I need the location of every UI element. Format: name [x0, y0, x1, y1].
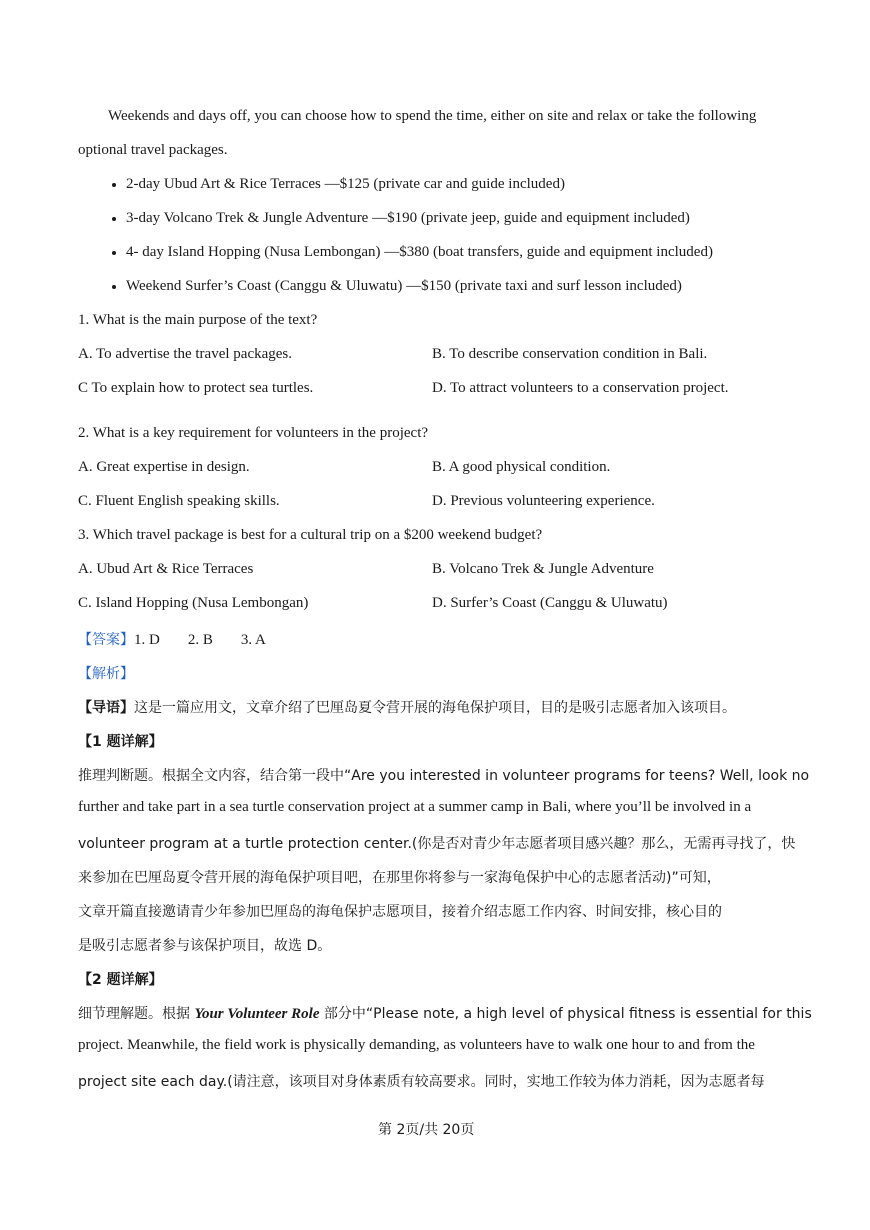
question-3-stem: 3. Which travel package is best for a cultural trip on a $200 weekend budget? — [78, 527, 543, 543]
question-1-option-c: C To explain how to protect sea turtles. — [78, 380, 314, 396]
question-2-option-c: C. Fluent English speaking skills. — [78, 493, 280, 509]
question-3-option-a: A. Ubud Art & Rice Terraces — [78, 561, 254, 577]
q2-detail-line: project. Meanwhile, the field work is physically demanding, as volunteers have to walk one hour to and from the — [78, 1037, 755, 1053]
section-reference: Your Volunteer Role — [194, 1006, 320, 1022]
package-item: Weekend Surfer’s Coast (Canggu & Uluwatu) —$150 (private taxi and surf lesson included) — [112, 278, 682, 295]
analysis-intro — [78, 697, 736, 717]
intro-line-2: optional travel packages. — [78, 142, 228, 158]
q1-detail-line: 推理判断题。根据全文内容，结合第一段中“Are you interested in volunteer programs for teens? Well, look no — [78, 768, 810, 784]
analysis-label: 【解析】 — [78, 666, 134, 682]
q2-detail-line: project site each day.(请注意，该项目对身体素质有较高要求。同时，实地工作较为体力消耗，因为志愿者每 — [78, 1074, 765, 1090]
q1-detail-line: 是吸引志愿者参与该保护项目，故选 D。 — [78, 938, 332, 954]
intro-line-1: Weekends and days off, you can choose how to spend the time, either on site and relax or take the following — [108, 108, 757, 124]
package-item: 2-day Ubud Art & Rice Terraces —$125 (private car and guide included) — [112, 176, 565, 193]
analysis-intro-label: 【导语】 — [78, 700, 134, 716]
question-2-option-d: D. Previous volunteering experience. — [432, 493, 655, 509]
question-3-option-c: C. Island Hopping (Nusa Lembongan) — [78, 595, 309, 611]
bullet-icon — [112, 183, 116, 187]
q2-detail-line: 细节理解题。根据 Your Volunteer Role 部分中“Please note, a high level of physical fitness is essential for this — [78, 1006, 812, 1022]
package-item: 4- day Island Hopping (Nusa Lembongan) —$380 (boat transfers, guide and equipment included) — [112, 244, 713, 261]
question-1-option-a: A. To advertise the travel packages. — [78, 346, 293, 362]
question-3-option-d: D. Surfer’s Coast (Canggu & Uluwatu) — [432, 595, 668, 611]
question-1-option-d: D. To attract volunteers to a conservation project. — [432, 380, 729, 396]
q1-detail-line: further and take part in a sea turtle conservation project at a summer camp in Bali, where you’ll be involved in a — [78, 799, 752, 815]
q1-detail-line: 来参加在巴厘岛夏令营开展的海龟保护项目吧，在那里你将参与一家海龟保护中心的志愿者活动)”可知， — [78, 870, 721, 886]
q1-detail-line: 文章开篇直接邀请青少年参加巴厘岛的海龟保护志愿项目，接着介绍志愿工作内容、时间安排，核心目的 — [78, 904, 722, 920]
q2-detail-heading: 【2 题详解】 — [78, 972, 163, 988]
answer-label: 【答案】 — [78, 632, 134, 648]
answer-value-1: 1. D — [134, 632, 160, 648]
bullet-icon — [112, 285, 116, 289]
question-3-option-b: B. Volcano Trek & Jungle Adventure — [432, 561, 654, 577]
bullet-icon — [112, 251, 116, 255]
answer-line — [78, 629, 266, 649]
question-2-stem: 2. What is a key requirement for volunteers in the project? — [78, 425, 429, 441]
question-2-option-a: A. Great expertise in design. — [78, 459, 250, 475]
analysis-intro-text: 这是一篇应用文，文章介绍了巴厘岛夏令营开展的海龟保护项目，目的是吸引志愿者加入该项目。 — [134, 700, 736, 716]
question-1-option-b: B. To describe conservation condition in Bali. — [432, 346, 708, 362]
answer-value-2: 2. B — [187, 632, 213, 648]
question-2-option-b: B. A good physical condition. — [432, 459, 611, 475]
q1-detail-heading: 【1 题详解】 — [78, 734, 163, 750]
q1-detail-line: volunteer program at a turtle protection center.(你是否对青少年志愿者项目感兴趣？那么，无需再寻找了，快 — [78, 836, 796, 852]
answer-value-3: 3. A — [240, 632, 266, 648]
package-item: 3-day Volcano Trek & Jungle Adventure —$190 (private jeep, guide and equipment included) — [112, 210, 690, 227]
question-1-stem: 1. What is the main purpose of the text? — [78, 312, 318, 328]
page-number: 第 2页/共 20页 — [378, 1122, 475, 1138]
bullet-icon — [112, 217, 116, 221]
